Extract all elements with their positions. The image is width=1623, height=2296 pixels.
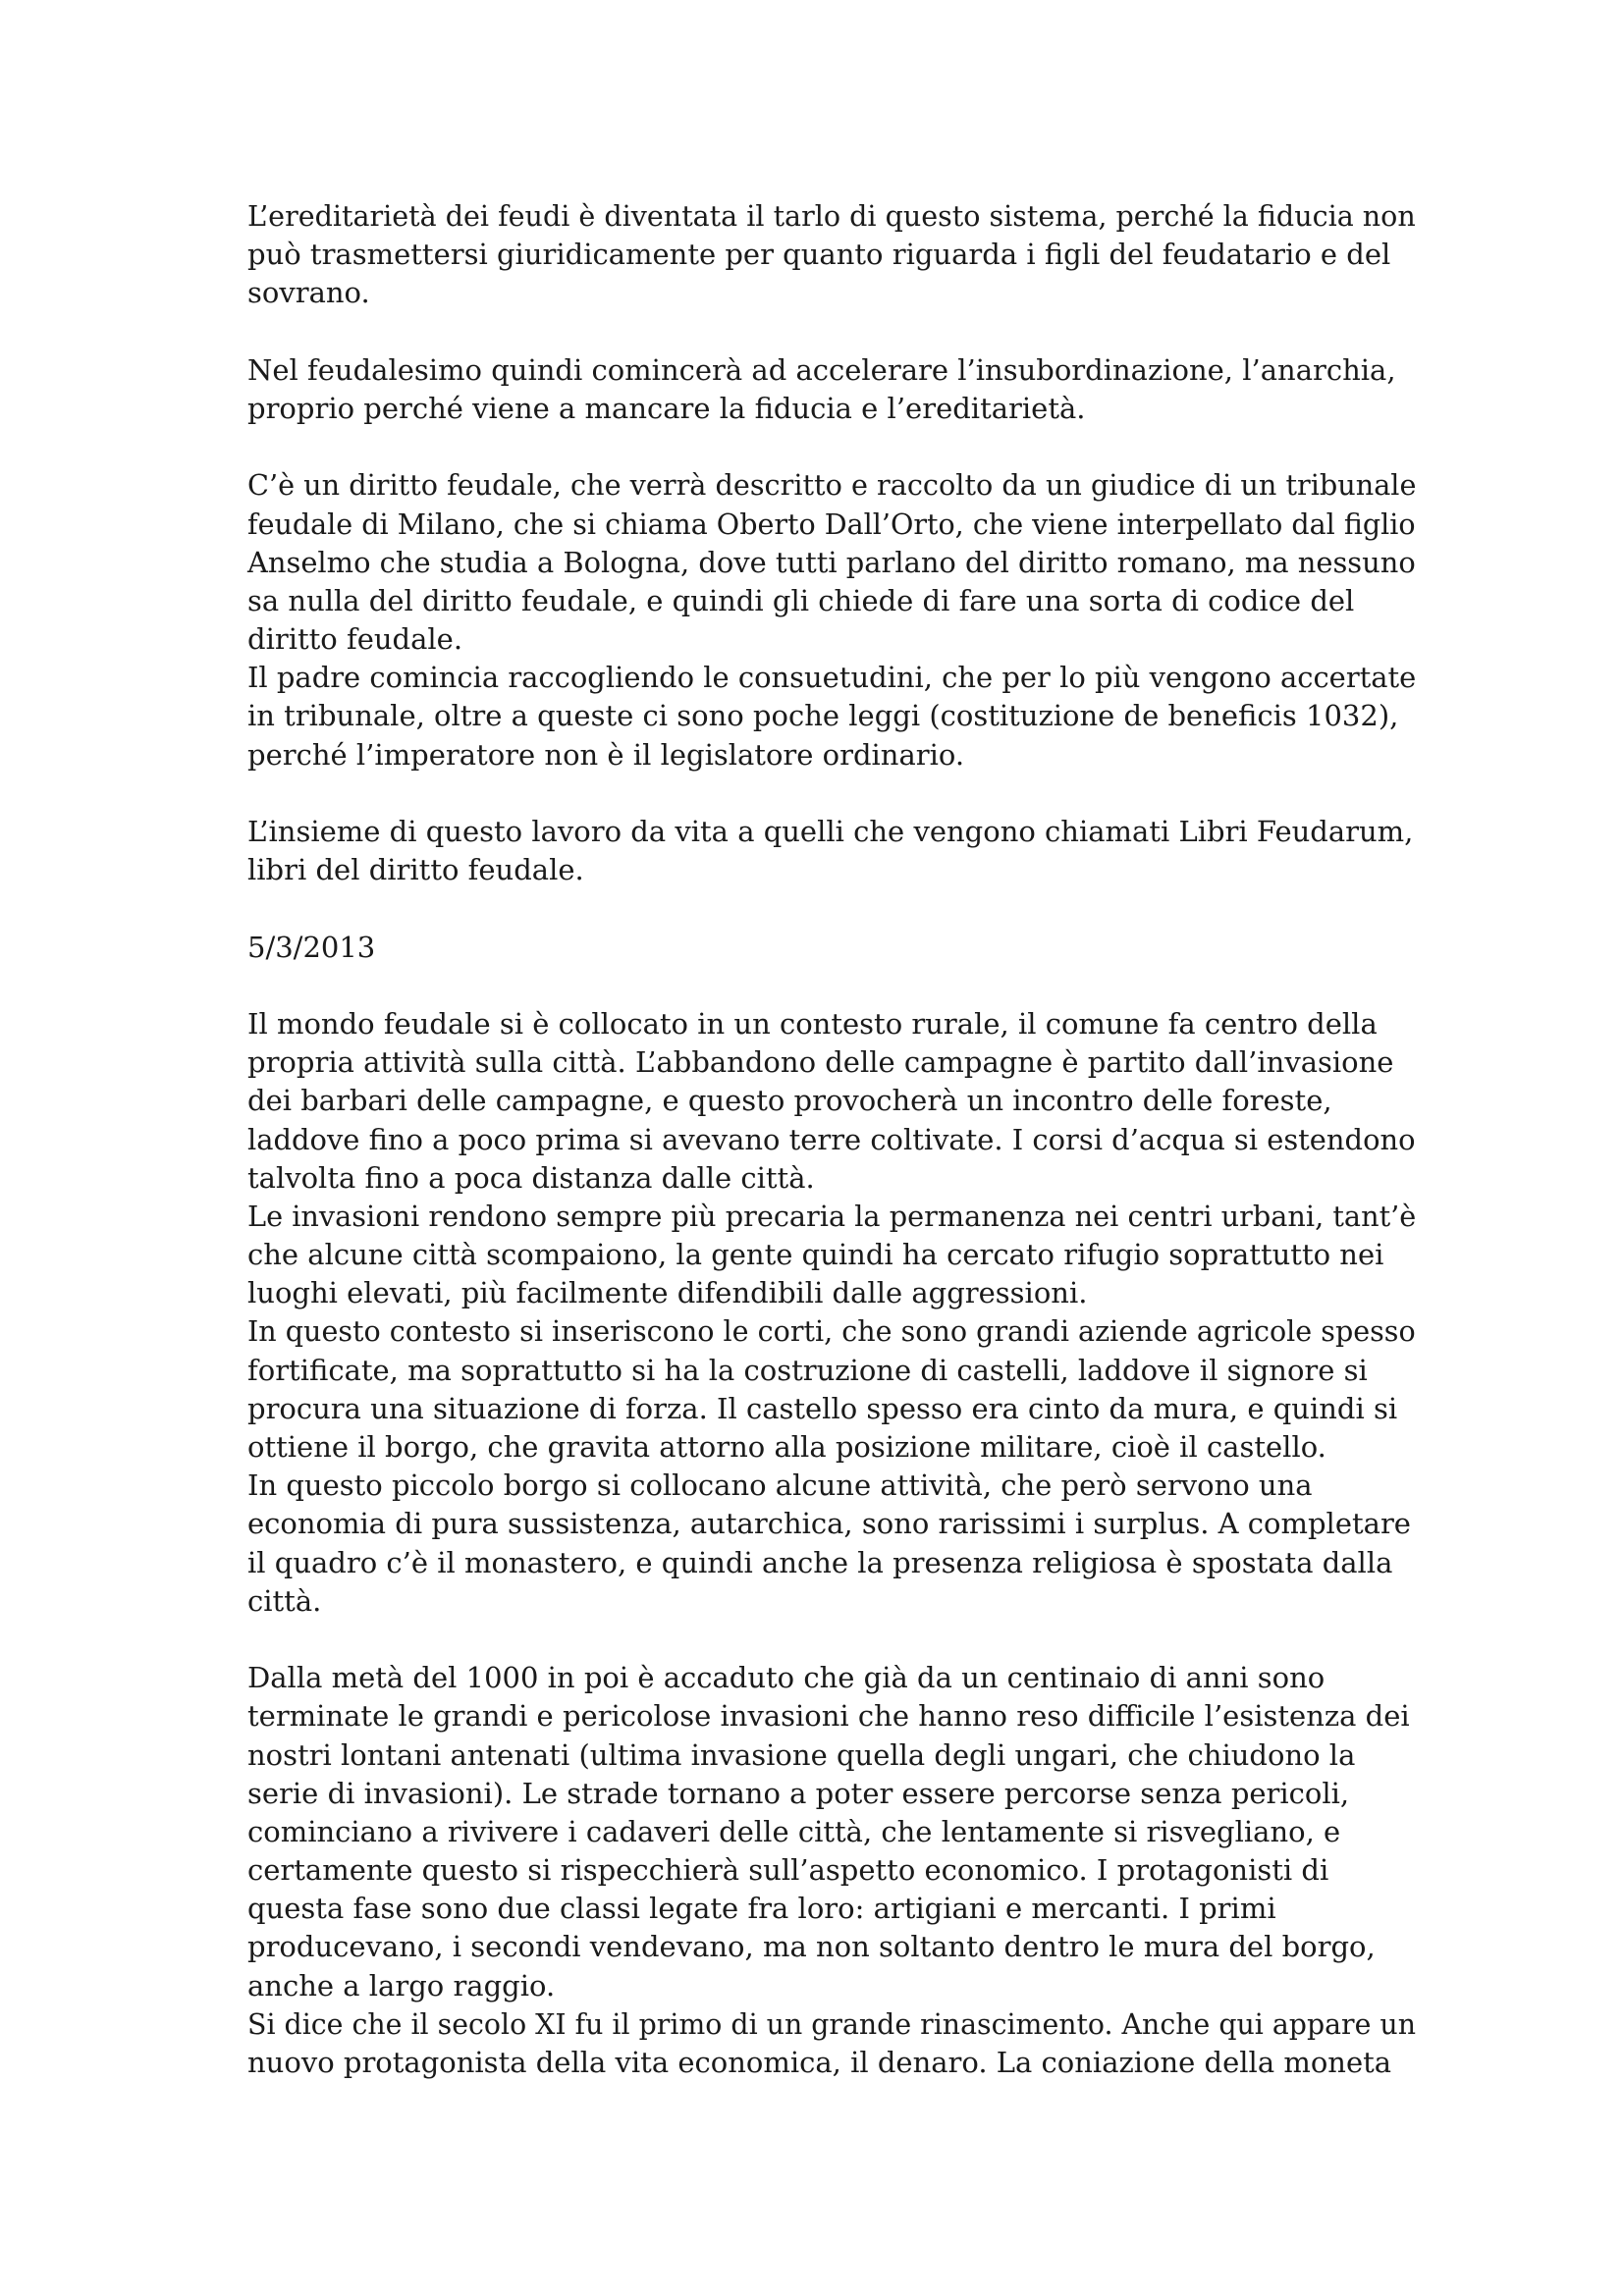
text-line: Il padre comincia raccogliendo le consuetudini, che per lo più vengono accertate — [247, 661, 1417, 695]
paragraph — [247, 1005, 1416, 1621]
paragraph — [247, 813, 1416, 889]
text-line: Il mondo feudale si è collocato in un contesto rurale, il comune fa centro della — [247, 1006, 1378, 1041]
text-line: 5/3/2013 — [247, 930, 376, 964]
text-line: Si dice che il secolo XI fu il primo di un grande rinascimento. Anche qui appare un — [247, 2006, 1416, 2041]
document-body — [247, 197, 1416, 2082]
text-line: In questo contesto si inseriscono le corti, che sono grandi aziende agricole spesso — [247, 1314, 1416, 1349]
text-line: dei barbari delle campagne, e questo provocherà un incontro delle foreste, — [247, 1084, 1332, 1118]
text-line: libri del diritto feudale. — [247, 853, 584, 887]
text-line: ottiene il borgo, che gravita attorno alla posizione militare, cioè il castello. — [247, 1430, 1326, 1464]
paragraph — [247, 466, 1416, 774]
text-line: sa nulla del diritto feudale, e quindi gli chiede di fare una sorta di codice del — [247, 583, 1355, 617]
text-line: città. — [247, 1583, 322, 1618]
text-line: cominciano a rivivere i cadaveri delle città, che lentamente si risvegliano, e — [247, 1814, 1341, 1848]
text-line: nuovo protagonista della vita economica, il denaro. La coniazione della moneta — [247, 2046, 1392, 2079]
text-line: il quadro c’è il monastero, e quindi anche la presenza religiosa è spostata dalla — [247, 1545, 1393, 1579]
paragraph — [247, 1659, 1416, 2082]
text-line: nostri lontani antenati (ultima invasione quella degli ungari, che chiudono la — [247, 1737, 1356, 1772]
text-line: producevano, i secondi vendevano, ma non soltanto dentro le mura del borgo, — [247, 1930, 1376, 1964]
text-line: proprio perché viene a mancare la fiducia e l’ereditarietà. — [247, 391, 1086, 425]
text-line: Le invasioni rendono sempre più precaria la permanenza nei centri urbani, tant’è — [247, 1199, 1417, 1233]
text-line: feudale di Milano, che si chiama Oberto Dall’Orto, che viene interpellato dal figlio — [247, 507, 1416, 541]
text-line: fortificate, ma soprattutto si ha la costruzione di castelli, laddove il signore si — [247, 1353, 1368, 1387]
text-line: serie di invasioni). Le strade tornano a poter essere percorse senza pericoli, — [247, 1776, 1350, 1810]
text-line: Nel feudalesimo quindi comincerà ad accelerare l’insubordinazione, l’anarchia, — [247, 352, 1396, 387]
text-line: propria attività sulla città. L’abbandono delle campagne è partito dall’invasione — [247, 1045, 1394, 1080]
text-line: che alcune città scompaiono, la gente quindi ha cercato rifugio soprattutto nei — [247, 1238, 1384, 1272]
text-line: In questo piccolo borgo si collocano alcune attività, che però servono una — [247, 1468, 1313, 1503]
paragraph — [247, 351, 1416, 428]
text-line: sovrano. — [247, 276, 370, 310]
text-line: L’ereditarietà dei feudi è diventata il tarlo di questo sistema, perché la fiducia non — [247, 199, 1416, 233]
text-line: C’è un diritto feudale, che verrà descritto e raccolto da un giudice di un tribunale — [247, 468, 1417, 503]
text-line: L’insieme di questo lavoro da vita a quelli che vengono chiamati Libri Feudarum, — [247, 815, 1414, 848]
text-line: laddove fino a poco prima si avevano terre coltivate. I corsi d’acqua si estendono — [247, 1122, 1416, 1156]
text-line: Anselmo che studia a Bologna, dove tutti parlano del diritto romano, ma nessuno — [247, 545, 1416, 579]
text-line: luoghi elevati, più facilmente difendibili dalle aggressioni. — [247, 1276, 1088, 1310]
text-line: terminate le grandi e pericolose invasioni che hanno reso difficile l’esistenza dei — [247, 1699, 1410, 1734]
text-line: procura una situazione di forza. Il castello spesso era cinto da mura, e quindi si — [247, 1391, 1398, 1425]
text-line: certamente questo si rispecchierà sull’aspetto economico. I protagonisti di — [247, 1853, 1329, 1888]
text-line: Dalla metà del 1000 in poi è accaduto che già da un centinaio di anni sono — [247, 1661, 1325, 1695]
text-line: economia di pura sussistenza, autarchica, sono rarissimi i surplus. A completare — [247, 1507, 1411, 1541]
text-line: anche a largo raggio. — [247, 1968, 556, 2002]
text-line: questa fase sono due classi legate fra loro: artigiani e mercanti. I primi — [247, 1892, 1276, 1926]
text-line: può trasmettersi giuridicamente per quanto riguarda i figli del feudatario e del — [247, 238, 1391, 272]
text-line: talvolta fino a poca distanza dalle città. — [247, 1160, 815, 1195]
paragraph — [247, 929, 1416, 967]
paragraph — [247, 197, 1416, 313]
text-line: perché l’imperatore non è il legislatore ordinario. — [247, 737, 965, 772]
text-line: in tribunale, oltre a queste ci sono poche leggi (costituzione de beneficis 1032), — [247, 699, 1399, 733]
text-line: diritto feudale. — [247, 622, 463, 657]
